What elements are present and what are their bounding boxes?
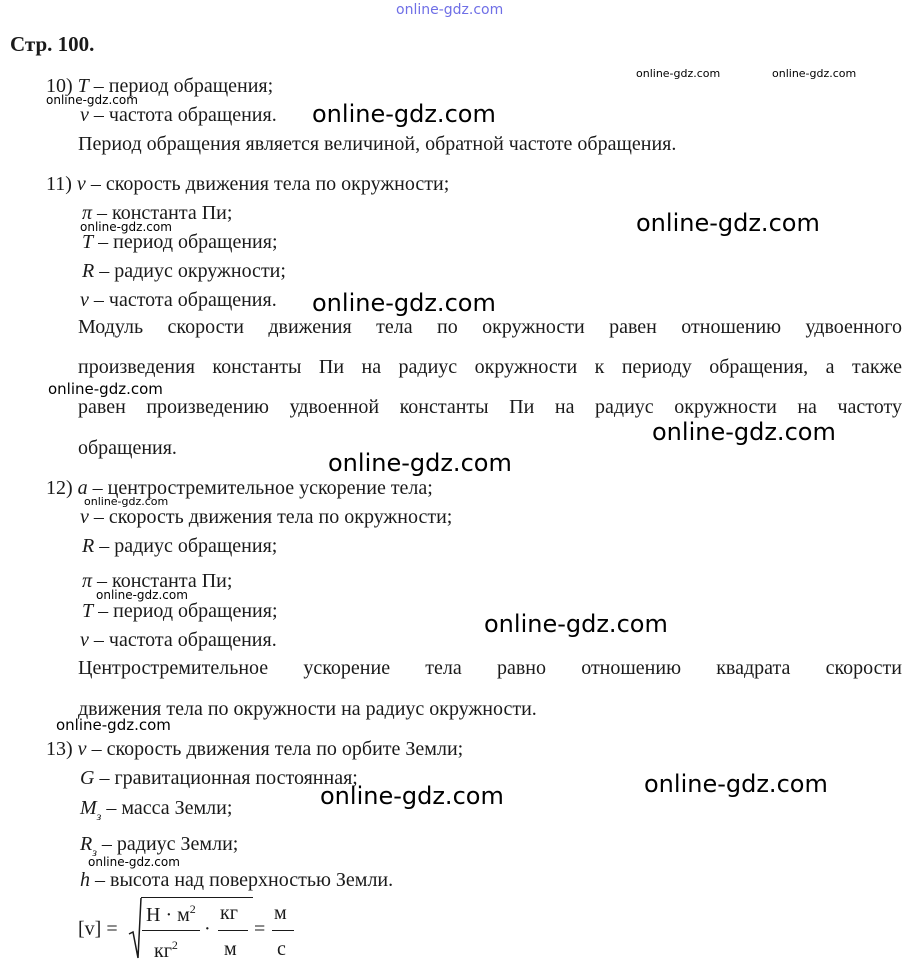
item-11-line-5: [80, 288, 277, 312]
fraction-3-numerator: м: [274, 902, 287, 924]
item-11-para-4: обращения.: [78, 437, 177, 459]
definition: – скорость движения тела по окружности;: [85, 173, 450, 195]
symbol: G: [80, 767, 95, 789]
symbol: M: [80, 797, 97, 819]
item-11-para-3: равен произведению удвоенной константы Пи на радиус окружности на частоту: [78, 396, 902, 418]
item-number: 13): [46, 738, 73, 760]
watermark-big: online-gdz.com: [636, 209, 820, 237]
item-number: 11): [46, 173, 72, 195]
watermark-small: online-gdz.com: [96, 588, 188, 602]
definition: – период обращения;: [88, 75, 274, 97]
fraction-3-bar: [272, 930, 294, 931]
item-12-line-6: [80, 628, 277, 652]
watermark-top: online-gdz.com: [396, 2, 504, 18]
symbol: a: [77, 477, 88, 499]
symbol: π: [82, 570, 93, 592]
watermark-small: online-gdz.com: [46, 93, 138, 107]
symbol: v: [80, 506, 89, 528]
symbol: h: [80, 869, 90, 891]
definition: – период обращения;: [93, 231, 278, 253]
formula-lhs: [v] =: [78, 918, 118, 940]
definition: – скорость движения тела по орбите Земли;: [86, 738, 464, 760]
definition: – высота над поверхностью Земли.: [90, 869, 394, 891]
item-12-line-2: [80, 505, 452, 529]
watermark-small: online-gdz.com: [88, 855, 180, 869]
watermark-small: online-gdz.com: [636, 67, 721, 80]
item-11-line-1: [46, 172, 449, 196]
definition: – гравитационная постоянная;: [94, 767, 358, 789]
symbol: ν: [80, 104, 89, 126]
fraction-2-bar: [218, 930, 248, 931]
watermark-small: online-gdz.com: [48, 380, 163, 398]
units-formula: [78, 896, 318, 966]
multiply-dot: ·: [204, 918, 211, 940]
numerator-text: Н · м: [146, 904, 190, 926]
definition: – константа Пи;: [92, 202, 233, 224]
watermark-big: online-gdz.com: [328, 449, 512, 477]
watermark-small: online-gdz.com: [56, 716, 171, 734]
definition: – частота обращения.: [88, 629, 277, 651]
symbol: v: [77, 738, 87, 760]
item-13-line-2: [80, 766, 358, 790]
watermark-big: online-gdz.com: [652, 418, 836, 446]
subscript: з: [92, 845, 97, 859]
definition: – константа Пи;: [92, 570, 233, 592]
symbol: R: [80, 833, 93, 855]
item-11-line-4: [82, 259, 286, 283]
symbol: ν: [80, 289, 89, 311]
item-10-line-3: Период обращения является величиной, обратной частоте обращения.: [78, 133, 677, 155]
symbol: R: [82, 260, 95, 282]
exponent: 2: [189, 902, 196, 916]
item-13-line-3: [80, 796, 232, 828]
watermark-big: online-gdz.com: [484, 610, 668, 638]
item-13-line-1: [46, 737, 463, 761]
watermark-big: online-gdz.com: [644, 770, 828, 798]
watermark-small: online-gdz.com: [772, 67, 857, 80]
definition: – радиус Земли;: [96, 833, 239, 855]
symbol: T: [82, 231, 94, 253]
fraction-3-denominator: с: [277, 938, 286, 960]
definition: – частота обращения.: [88, 289, 277, 311]
item-12-line-3: [82, 534, 277, 558]
definition: – масса Земли;: [101, 797, 233, 819]
exponent: 2: [171, 938, 178, 952]
page-title: Стр. 100.: [10, 32, 95, 56]
equals-sign: =: [254, 918, 266, 940]
definition: – период обращения;: [93, 600, 278, 622]
item-12-para-1: Центростремительное ускорение тела равно отношению квадрата скорости: [78, 657, 902, 679]
subscript: з: [96, 809, 102, 823]
item-number: 12): [46, 477, 73, 499]
fraction-1-numerator: [146, 902, 196, 927]
definition: – скорость движения тела по окружности;: [88, 506, 453, 528]
symbol: ν: [80, 629, 89, 651]
sqrt-sign: [128, 896, 142, 962]
item-11-para-1: Модуль скорости движения тела по окружности равен отношению удвоенного: [78, 316, 902, 338]
definition: – центростремительное ускорение тела;: [87, 477, 433, 499]
watermark-big: online-gdz.com: [320, 782, 504, 810]
watermark-big: online-gdz.com: [312, 289, 496, 317]
definition: – радиус обращения;: [94, 535, 278, 557]
definition: – частота обращения.: [88, 104, 277, 126]
fraction-1-denominator: [154, 938, 178, 963]
item-13-line-5: [80, 868, 393, 892]
symbol: T: [77, 75, 89, 97]
definition: – радиус окружности;: [94, 260, 286, 282]
item-12-para-2: движения тела по окружности на радиус окружности.: [78, 698, 537, 720]
watermark-small: online-gdz.com: [80, 220, 172, 234]
item-11-para-2: произведения константы Пи на радиус окружности к периоду обращения, а также: [78, 356, 902, 378]
symbol: T: [82, 600, 94, 622]
watermark-big: online-gdz.com: [312, 100, 496, 128]
item-12-line-5: [82, 599, 278, 623]
fraction-2-denominator: м: [224, 938, 237, 960]
fraction-2-numerator: кг: [220, 902, 238, 924]
symbol: π: [82, 202, 93, 224]
fraction-1-bar: [142, 930, 200, 931]
item-number: 10): [46, 75, 73, 97]
denominator-text: кг: [154, 940, 172, 962]
symbol: v: [76, 173, 86, 195]
watermark-small: online-gdz.com: [84, 495, 169, 508]
symbol: R: [82, 535, 95, 557]
sqrt-overline: [141, 897, 253, 898]
